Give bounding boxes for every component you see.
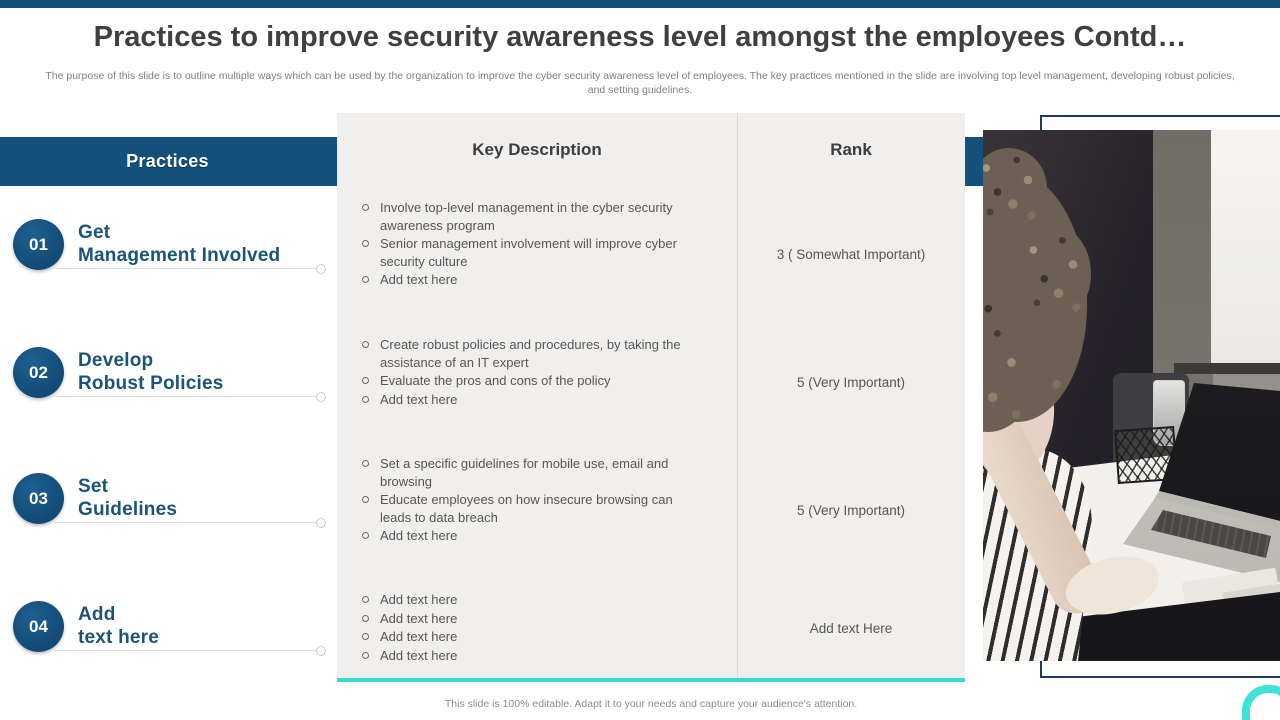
photo-woman-at-desk [983,130,1280,661]
practice-label [78,221,280,267]
table-row [337,442,965,578]
underline-end-dot [316,646,326,656]
description-cell [337,186,737,323]
underline-end-dot [316,392,326,402]
rank-cell: 3 ( Somewhat Important) [776,247,926,262]
bullet-item: Add text here [361,591,702,609]
bullet-item: Senior management involvement will improve cyber security culture [361,235,702,270]
practice-label-line1: Add [78,604,116,625]
practice-label-line1: Get [78,222,111,243]
practice-label [78,475,177,521]
bullet-item: Involve top-level management in the cyber security awareness program [361,199,702,234]
rank-cell: Add text Here [809,620,893,636]
table-bottom-accent [337,678,965,682]
practice-number-badge: 03 [13,473,64,524]
practice-underline [55,396,317,397]
photo-curly-hair [1019,226,1091,322]
practice-number-badge: 04 [13,601,64,652]
column-header-rank: Rank [830,139,872,159]
practice-item-04 [0,601,335,663]
practice-label-line1: Set [78,476,109,497]
description-cell [337,323,737,442]
underline-end-dot [316,264,326,274]
bullet-item: Add text here [361,527,702,545]
practice-label [78,349,224,395]
practice-item-02 [0,347,335,409]
practices-header-label: Practices [126,151,209,171]
practice-label [78,603,159,649]
photo-screen-bottom-bar [1174,363,1280,374]
practice-item-01 [0,219,335,281]
practice-underline [55,522,317,523]
bullet-item: Add text here [361,271,702,289]
practice-number-badge: 01 [13,219,64,270]
practice-underline [55,268,317,269]
practice-label-line2: Robust Policies [78,373,224,394]
practice-label-line2: Guidelines [78,499,178,520]
page-title: Practices to improve security awareness level amongst the employees Contd… [93,21,1187,53]
column-divider [737,113,738,678]
practice-item-03 [0,473,335,535]
top-accent-bar [0,0,1280,8]
page-subtitle: The purpose of this slide is to outline multiple ways which can be used by the organization to improve the cyber security awareness level of employees. The key practices mentioned in the slide are involving top level management, developing robust policies, and setting guidelines. [45,70,1235,97]
table-header-row [337,113,965,186]
practice-label-line2: text here [78,627,160,648]
practice-underline [55,650,317,651]
table-row [337,323,965,442]
practice-number-badge: 02 [13,347,64,398]
photo-projector-screen [1211,130,1280,363]
bullet-item: Educate employees on how insecure browsing can leads to data breach [361,491,702,526]
bullet-item: Set a specific guidelines for mobile use, email and browsing [361,455,702,490]
underline-end-dot [316,518,326,528]
description-cell [337,442,737,578]
bullet-item: Create robust policies and procedures, by taking the assistance of an IT expert [361,336,702,371]
table-row [337,186,965,323]
rank-cell: 5 (Very Important) [796,502,906,518]
footer-note: This slide is 100% editable. Adapt it to your needs and capture your audience's attention. [444,698,858,710]
practices-table [337,113,965,678]
bullet-item: Add text here [361,610,702,628]
rank-cell: 5 (Very Important) [796,375,906,390]
bullet-item: Add text here [361,647,702,665]
table-row [337,578,965,678]
practice-label-line1: Develop [78,350,154,371]
bullet-item: Add text here [361,628,702,646]
corner-logo-mark [1242,685,1280,720]
bullet-item: Add text here [361,391,702,409]
column-header-description: Key Description [472,139,602,159]
bullet-item: Evaluate the pros and cons of the policy [361,372,702,390]
description-cell [337,578,737,678]
practice-label-line2: Management Involved [78,245,281,266]
